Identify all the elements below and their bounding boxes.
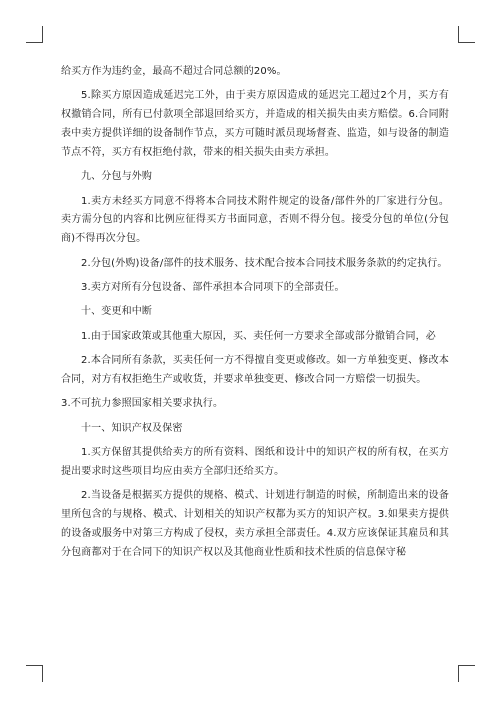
paragraph: 给买方作为违约金，最高不超过合同总额的20%。 [61, 66, 287, 77]
paragraph: 1.由于国家政策或其他重大原因，买、卖任何一方要求全部或部分撤销合同，必 [81, 330, 436, 342]
paragraph: 2.分包(外购)设备/部件的技术服务、技术配合按本合同技术服务条款的约定执行。 [81, 257, 448, 269]
paragraph: 5.除买方原因造成延迟完工外，由于卖方原因造成的延迟完工超过2个月，买方有权撤销合同，所有已付款项全部退回给买方，并造成的相关损失由卖方赔偿。6.合同附表中卖方提供详细的设备制作节点，买方可随时派员现场督查、监造，如与设备的制造节点不符，买方有权拒绝付款，带来的相关损失由卖方承担。 [61, 90, 449, 158]
section-heading: 十一、知识产权及保密 [81, 422, 183, 434]
paragraph: 3.卖方对所有分包设备、部件承担本合同项下的全部责任。 [81, 281, 345, 293]
paragraph: 3.不可抗力参照国家相关要求执行。 [61, 398, 224, 410]
section-heading: 十、变更和中断 [81, 306, 153, 318]
crop-mark-bottom-right [458, 665, 475, 682]
crop-mark-top-left [26, 26, 43, 43]
paragraph: 2.当设备是根据买方提供的规格、模式、计划进行制造的时候，所制造出来的设备里所包含的与规格、模式、计划相关的知识产权都为买方的知识产权。3.如果卖方提供的设备或服务中对第三方构成了侵权，卖方承担全部责任。4.双方应该保证其雇员和其分包商都对于在合同下的知识产权以及其他商业性质和技术性质的信息保守秘 [61, 490, 449, 558]
paragraph: 1.买方保留其提供给卖方的所有资料、图纸和设计中的知识产权的所有权，在买方提出要求时这些项目均应由卖方全部归还给买方。 [61, 447, 449, 477]
paragraph: 1.卖方未经买方同意不得将本合同技术附件规定的设备/部件外的厂家进行分包。卖方需分包的内容和比例应征得买方书面同意，否则不得分包。接受分包的单位(分包商)不得再次分包。 [61, 195, 449, 245]
section-heading: 九、分包与外购 [81, 171, 153, 183]
document-body [61, 63, 449, 568]
crop-mark-top-right [458, 26, 475, 43]
paragraph: 2.本合同所有条款，买卖任何一方不得擅自变更或修改。如一方单独变更、修改本合同，对方有权拒绝生产或收货，并要求单独变更、修改合同一方赔偿一切损失。 [61, 355, 449, 385]
crop-mark-bottom-left [26, 665, 43, 682]
